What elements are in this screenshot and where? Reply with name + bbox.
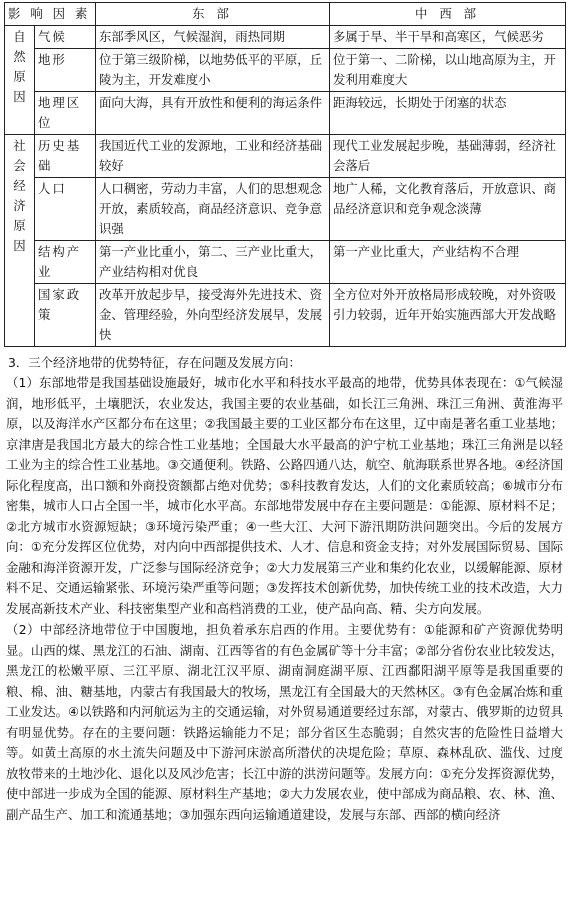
east-cell: 面向大海，具有开放性和便利的海运条件 bbox=[96, 92, 330, 135]
east-cell: 第一产业比重小，第二、三产业比重大，产业结构相对优良 bbox=[96, 241, 330, 284]
table-header-row bbox=[5, 3, 566, 26]
header-east: 东 部 bbox=[96, 3, 330, 26]
factor-cell: 气候 bbox=[35, 26, 96, 49]
category-cell: 自然原因 bbox=[5, 26, 35, 135]
header-central-west: 中 西 部 bbox=[330, 3, 566, 26]
factors-table bbox=[4, 2, 566, 347]
table-row bbox=[5, 92, 566, 135]
east-cell: 我国近代工业的发源地，工业和经济基础较好 bbox=[96, 135, 330, 178]
east-cell: 东部季风区，气候湿润，雨热同期 bbox=[96, 26, 330, 49]
central-cell: 多属于旱、半干旱和高寒区，气候恶劣 bbox=[330, 26, 566, 49]
central-cell: 地广人稀，文化教育落后，开放意识、商品经济意识和竞争观念淡薄 bbox=[330, 178, 566, 241]
category-cell: 社会经济原因 bbox=[5, 135, 35, 347]
factor-cell: 历史基础 bbox=[35, 135, 96, 178]
table-row bbox=[5, 178, 566, 241]
factor-cell: 地理区位 bbox=[35, 92, 96, 135]
factor-cell: 国家政策 bbox=[35, 284, 96, 347]
section-title: 3．三个经济地带的优势特征，存在问题及发展方向： bbox=[8, 355, 301, 370]
paragraph-central: （2）中部经济地带位于中国腹地，担负着承东启西的作用。主要优势有：①能源和矿产资源优势明显。山西的煤、黑龙江的石油、湖南、江西等省的有色金属矿等十分丰富；②部分省份农业比较发达，黑龙江的松嫩平原、三江平原、湖北江汉平原、湖南洞庭湖平原、江西鄱阳湖平原等是我国重要的粮、棉、油、糖基地，内蒙古有我国最大的牧场，黑龙江有全国最大的天然林区。③有色金属冶炼和重工业发达。④以铁路和内河航运为主的交通运输，对外贸易通道要经过东部，对蒙古、俄罗斯的边贸具有明显优势。存在的主要问题：铁路运输能力不足；部分省区生态脆弱；自然灾害的危险性日益增大等。如黄土高原的水土流失问题及中下游河床淤高所潜伏的决堤危险；草原、森林乱砍、滥伐、过度放牧带来的土地沙化、退化以及风沙危害；长江中游的洪涝问题等。发展方向：①充分发挥资源优势，使中部进一步成为全国的能源、原材料生产基地；②大力发展农业，使中部成为商品粮、农、林、渔、副产品生产、加工和流通基地；③加强东西向运输通道建设，发展与东部、西部的横向经济 bbox=[6, 622, 563, 822]
table-row bbox=[5, 49, 566, 92]
central-cell: 全方位对外开放格局形成较晚，对外资吸引力较弱，近年开始实施西部大开发战略 bbox=[330, 284, 566, 347]
table-row bbox=[5, 284, 566, 347]
central-cell: 位于第一、二阶梯，以山地高原为主，开发利用难度大 bbox=[330, 49, 566, 92]
central-cell: 距海较远，长期处于闭塞的状态 bbox=[330, 92, 566, 135]
central-cell: 第一产业比重大，产业结构不合理 bbox=[330, 241, 566, 284]
header-factors: 影 响 因 素 bbox=[5, 3, 96, 26]
east-cell: 改革开放起步早，接受海外先进技术、资金、管理经验，外向型经济发展早，发展快 bbox=[96, 284, 330, 347]
east-cell: 人口稠密，劳动力丰富，人们的思想观念开放，素质较高，商品经济意识、竞争意识强 bbox=[96, 178, 330, 241]
factor-cell: 地形 bbox=[35, 49, 96, 92]
table-row bbox=[5, 135, 566, 178]
east-cell: 位于第三级阶梯，以地势低平的平原，丘陵为主，开发难度小 bbox=[96, 49, 330, 92]
table-row bbox=[5, 241, 566, 284]
central-cell: 现代工业发展起步晚，基础薄弱，经济社会落后 bbox=[330, 135, 566, 178]
table-row bbox=[5, 26, 566, 49]
paragraph-east: （1）东部地带是我国基础设施最好，城市化水平和科技水平最高的地带，优势具体表现在：①气候湿润，地形低平，土壤肥沃，农业发达，我国主要的农业基础，如长江三角洲、珠江三角洲、黄淮海平原，以及海洋水产区都分布在这里；②我国最主要的工业区都分布在这里，辽中南是著名重工业基地；京津唐是我国北方最大的综合性工业基地；全国最大水平最高的沪宁杭工业基地；珠江三角洲是以轻工业为主的综合性工业基地。③交通便利。铁路、公路四通八达，航空、航海联系世界各地。④经济国际化程度高，出口额和外商投资额都占绝对优势；⑤科技教育发达，人们的文化素质较高；⑥城市分布密集，城市人口占全国一半，城市化水平高。东部地带发展中存在主要问题是：①能源、原材料不足；②北方城市水资源短缺；③环境污染严重；④一些大江、大河下游汛期防洪问题突出。今后的发展方向：①充分发挥区位优势，对内向中西部提供技术、人才、信息和资金支持；对外发展国际贸易、国际金融和海洋资源开发，广泛参与国际经济竞争；②大力发展第三产业和集约化农业，以缓解能源、原材料不足、交通运输紧张、环境污染严重等问题；③发挥技术创新优势，加快传统工业的技术改造，大力发展高新技术产业、科技密集型产业和高档消费的工业，使产品向高、精、尖方向发展。 bbox=[6, 375, 563, 616]
factor-cell: 人口 bbox=[35, 178, 96, 241]
factor-cell: 结构产业 bbox=[35, 241, 96, 284]
